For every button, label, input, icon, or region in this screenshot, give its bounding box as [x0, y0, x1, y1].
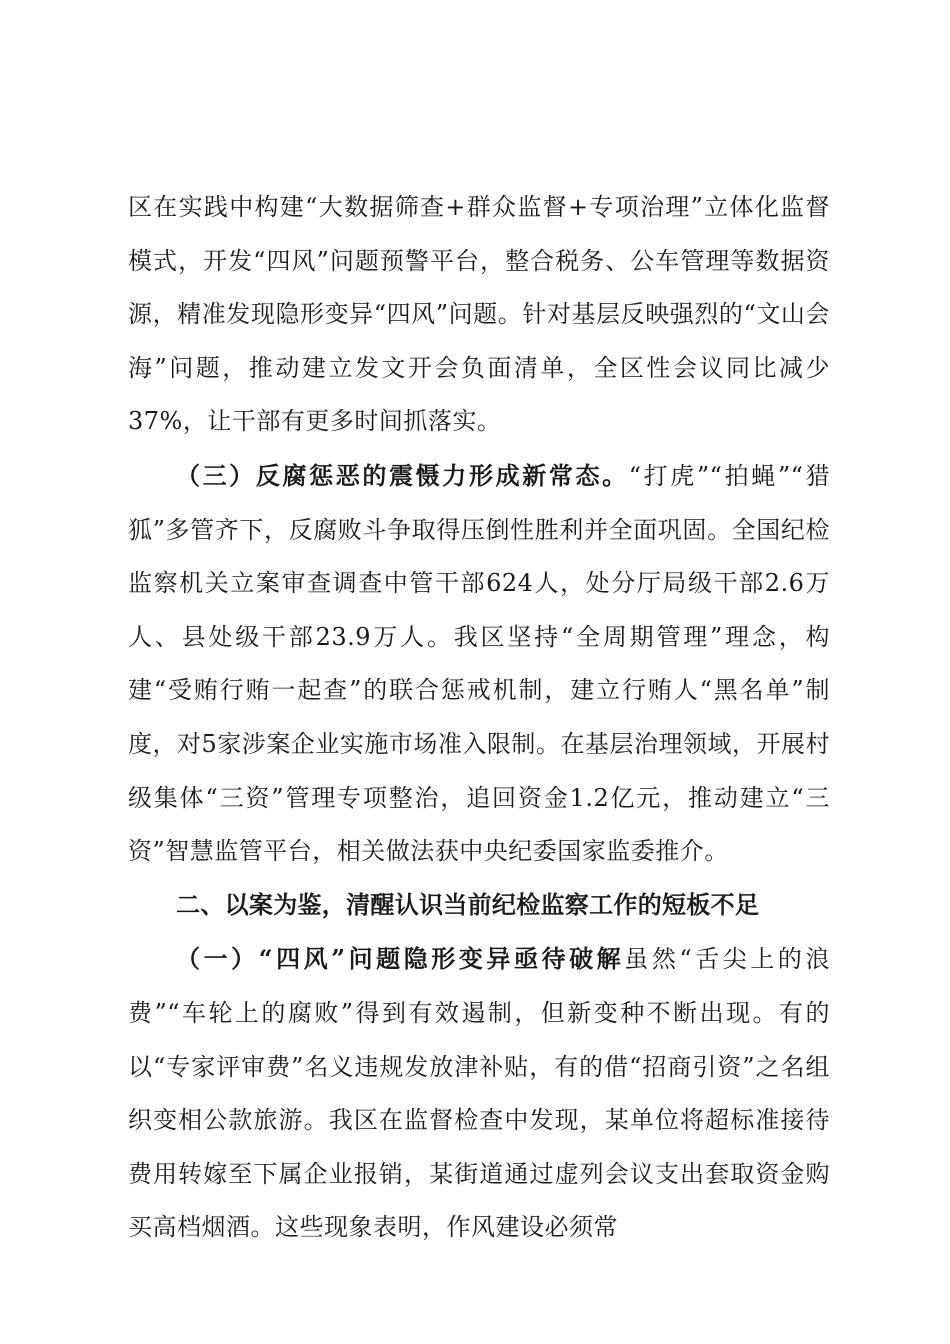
paragraph-text: “打虎”“拍蝇”“猎狐”多管齐下，反腐败斗争取得压倒性胜利并全面巩固。全国纪检监察机关立案审查调查中管干部624人，处分厅局级干部2.6万人、县处级干部23.9万人。我区坚持“全周期管理”理念，构建“受贿行贿一起查”的联合惩戒机制，建立行贿人“黑名单”制度，对5家涉案企业实施市场准入限制。在基层治理领域，开展村级集体“三资”管理专项整治，追回资金1.2亿元，推动建立“三资”智慧监管平台，相关做法获中央纪委国家监委推介。	[128, 461, 830, 866]
section-heading: 二、以案为鉴，清醒认识当前纪检监察工作的短板不足	[176, 890, 760, 919]
paragraph-section-one	[128, 932, 830, 1255]
paragraph-continuation	[128, 181, 830, 449]
subheading-lead: （一）“四风”问题隐形变异亟待破解	[176, 944, 625, 974]
paragraph-text: 区在实践中构建“大数据筛查+群众监督+专项治理”立体化监督模式，开发“四风”问题预警平台，整合税务、公车管理等数据资源，精准发现隐形变异“四风”问题。针对基层反映强烈的“文山会海”问题，推动建立发文开会负面清单，全区性会议同比减少37%，让干部有更多时间抓落实。	[128, 193, 830, 436]
subheading-lead: （三）反腐惩恶的震慑力形成新常态。	[176, 460, 629, 490]
document-body	[128, 181, 830, 1255]
paragraph-section-three	[128, 449, 830, 879]
paragraph-text: 虽然“舌尖上的浪费”“车轮上的腐败”得到有效遏制，但新变种不断出现。有的以“专家评审费”名义违规发放津补贴，有的借“招商引资”之名组织变相公款旅游。我区在监督检查中发现，某单位将超标准接待费用转嫁至下属企业报销，某街道通过虚列会议支出套取资金购买高档烟酒。这些现象表明，作风建设必须常	[128, 945, 830, 1242]
